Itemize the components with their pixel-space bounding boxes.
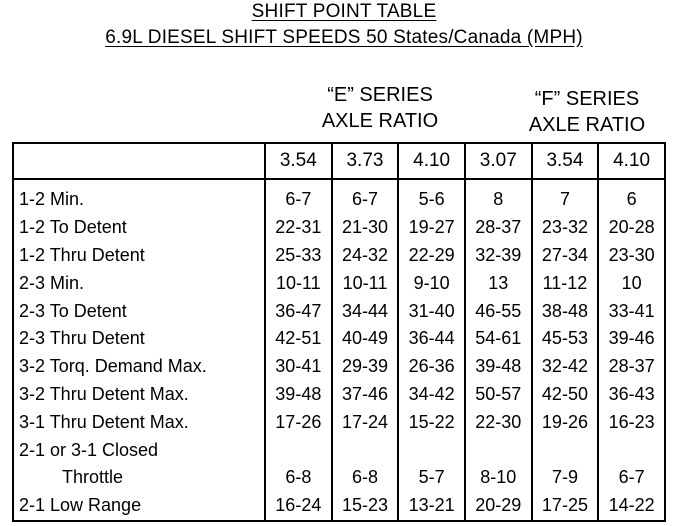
speed-value-cell: 36-44 xyxy=(398,325,465,353)
speed-value-cell: 40-49 xyxy=(332,325,399,353)
speed-value-cell: 6-8 xyxy=(265,464,332,492)
speed-value-cell: 54-61 xyxy=(465,325,532,353)
speed-value-cell: 13 xyxy=(465,269,532,297)
speed-value-cell: 16-24 xyxy=(265,492,332,521)
speed-value-cell: 11-12 xyxy=(532,269,599,297)
row-label: 1-2 Thru Detent xyxy=(13,242,265,270)
table-title xyxy=(0,1,688,23)
speed-value-cell: 38-48 xyxy=(532,297,599,325)
speed-value-cell: 17-24 xyxy=(332,408,399,436)
speed-value-cell: 15-23 xyxy=(332,492,399,521)
speed-value-cell: 46-55 xyxy=(465,297,532,325)
speed-value-cell: 8-10 xyxy=(465,464,532,492)
table-row xyxy=(13,297,665,325)
speed-value-cell: 29-39 xyxy=(332,353,399,381)
speed-value-cell: 23-30 xyxy=(598,242,665,270)
speed-value-cell: 45-53 xyxy=(532,325,599,353)
speed-value-cell: 10-11 xyxy=(265,269,332,297)
ratio-header-cell: 3.54 xyxy=(532,143,599,179)
speed-value-cell: 6-7 xyxy=(265,179,332,214)
speed-value-cell xyxy=(598,436,665,464)
speed-value-cell: 21-30 xyxy=(332,214,399,242)
speed-value-cell: 34-42 xyxy=(398,381,465,409)
speed-value-cell: 17-26 xyxy=(265,408,332,436)
speed-value-cell: 13-21 xyxy=(398,492,465,521)
ratio-header-row xyxy=(13,143,665,179)
speed-value-cell: 24-32 xyxy=(332,242,399,270)
speed-value-cell: 37-46 xyxy=(332,381,399,409)
speed-value-cell: 26-36 xyxy=(398,353,465,381)
speed-value-cell: 6 xyxy=(598,179,665,214)
speed-value-cell: 50-57 xyxy=(465,381,532,409)
speed-value-cell: 14-22 xyxy=(598,492,665,521)
speed-value-cell: 32-42 xyxy=(532,353,599,381)
speed-value-cell: 17-25 xyxy=(532,492,599,521)
speed-value-cell: 15-22 xyxy=(398,408,465,436)
speed-value-cell: 8 xyxy=(465,179,532,214)
table-row xyxy=(13,325,665,353)
table-row xyxy=(13,179,665,214)
speed-value-cell: 6-8 xyxy=(332,464,399,492)
header-blank-cell xyxy=(13,143,265,179)
speed-value-cell: 28-37 xyxy=(465,214,532,242)
speed-value-cell: 27-34 xyxy=(532,242,599,270)
speed-value-cell: 33-41 xyxy=(598,297,665,325)
table-row xyxy=(13,408,665,436)
speed-value-cell: 30-41 xyxy=(265,353,332,381)
row-label: 2-1 Low Range xyxy=(13,492,265,521)
table-subtitle-text: 6.9L DIESEL SHIFT SPEEDS 50 States/Canada (MPH) xyxy=(105,27,583,48)
speed-value-cell xyxy=(265,436,332,464)
ratio-header-cell: 3.07 xyxy=(465,143,532,179)
speed-value-cell: 20-28 xyxy=(598,214,665,242)
speed-value-cell: 42-51 xyxy=(265,325,332,353)
table-body xyxy=(13,179,665,521)
f-series-label: “F” SERIES xyxy=(534,88,640,110)
speed-value-cell: 36-43 xyxy=(598,381,665,409)
ratio-header-cell: 3.54 xyxy=(265,143,332,179)
speed-value-cell: 22-30 xyxy=(465,408,532,436)
table-row xyxy=(13,381,665,409)
f-series-heading xyxy=(512,86,662,138)
speed-value-cell: 39-46 xyxy=(598,325,665,353)
speed-value-cell: 19-27 xyxy=(398,214,465,242)
table-row xyxy=(13,436,665,464)
e-series-heading xyxy=(300,82,460,134)
row-label: 3-2 Torq. Demand Max. xyxy=(13,353,265,381)
table-row xyxy=(13,492,665,521)
shift-speed-table xyxy=(12,142,666,522)
speed-value-cell xyxy=(398,436,465,464)
row-label: 2-1 or 3-1 Closed xyxy=(13,436,265,464)
speed-value-cell: 6-7 xyxy=(598,464,665,492)
speed-value-cell: 10-11 xyxy=(332,269,399,297)
speed-value-cell: 22-31 xyxy=(265,214,332,242)
row-label: 1-2 To Detent xyxy=(13,214,265,242)
row-label: 2-3 Thru Detent xyxy=(13,325,265,353)
speed-value-cell: 7 xyxy=(532,179,599,214)
row-label: 3-2 Thru Detent Max. xyxy=(13,381,265,409)
speed-value-cell xyxy=(332,436,399,464)
speed-value-cell: 39-48 xyxy=(265,381,332,409)
row-label: 3-1 Thru Detent Max. xyxy=(13,408,265,436)
table-title-text: SHIFT POINT TABLE xyxy=(251,1,437,22)
ratio-header-cell: 4.10 xyxy=(598,143,665,179)
speed-value-cell: 22-29 xyxy=(398,242,465,270)
table-row xyxy=(13,353,665,381)
speed-value-cell: 39-48 xyxy=(465,353,532,381)
ratio-header-cell: 3.73 xyxy=(332,143,399,179)
table-subtitle xyxy=(0,27,688,49)
speed-value-cell: 36-47 xyxy=(265,297,332,325)
speed-value-cell: 32-39 xyxy=(465,242,532,270)
speed-value-cell xyxy=(465,436,532,464)
speed-value-cell: 23-32 xyxy=(532,214,599,242)
speed-value-cell: 5-6 xyxy=(398,179,465,214)
row-label: 1-2 Min. xyxy=(13,179,265,214)
speed-value-cell: 16-23 xyxy=(598,408,665,436)
speed-value-cell: 6-7 xyxy=(332,179,399,214)
table-row xyxy=(13,242,665,270)
speed-value-cell: 34-44 xyxy=(332,297,399,325)
f-axle-ratio-label: AXLE RATIO xyxy=(528,114,646,136)
speed-value-cell: 31-40 xyxy=(398,297,465,325)
speed-value-cell: 20-29 xyxy=(465,492,532,521)
speed-value-cell: 5-7 xyxy=(398,464,465,492)
ratio-header-cell: 4.10 xyxy=(398,143,465,179)
speed-value-cell: 42-50 xyxy=(532,381,599,409)
table-row xyxy=(13,269,665,297)
speed-value-cell: 7-9 xyxy=(532,464,599,492)
row-label: 2-3 To Detent xyxy=(13,297,265,325)
row-label: 2-3 Min. xyxy=(13,269,265,297)
row-label: Throttle xyxy=(13,464,265,492)
e-axle-ratio-label: AXLE RATIO xyxy=(321,110,439,132)
table-row xyxy=(13,464,665,492)
speed-value-cell: 25-33 xyxy=(265,242,332,270)
e-series-label: “E” SERIES xyxy=(327,84,433,106)
speed-value-cell: 28-37 xyxy=(598,353,665,381)
speed-value-cell xyxy=(532,436,599,464)
table-row xyxy=(13,214,665,242)
speed-value-cell: 19-26 xyxy=(532,408,599,436)
speed-value-cell: 9-10 xyxy=(398,269,465,297)
speed-value-cell: 10 xyxy=(598,269,665,297)
